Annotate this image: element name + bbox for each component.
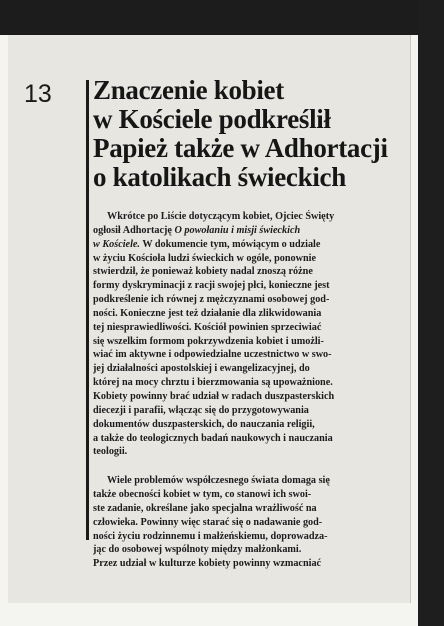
text-line-start: ogłosił Adhortację [93, 224, 172, 236]
text-line: Wkrótce po Liście dotyczącym kobiet, Ojciec Święty [107, 211, 335, 222]
text-line-rest: W dokumencie tym, mówiącym o udziale [139, 238, 321, 250]
text-line: ności. Konieczne jest też działanie dla zlikwidowania [93, 307, 322, 319]
text-line: Wiele problemów współczesnego świata domaga się [107, 475, 330, 487]
text-line: jej działalności apostolskiej i ewangelizacyjnej, do [93, 363, 310, 375]
text-line: w życiu Kościoła ludzi świeckich w ogóle, ponownie [93, 252, 316, 264]
text-line: Przez udział w kulturze kobiety powinny wzmacniać [93, 558, 322, 570]
body-text [93, 210, 385, 571]
text-line: podkreślenie ich równej z mężczyznami osobowej god- [93, 294, 330, 306]
text-line: jąc do osobowej wspólnoty między małżonkami. [93, 544, 302, 556]
text-line: także obecności kobiet w tym, co stanowi ich swoi- [93, 489, 312, 501]
chapter-title-line: Papież także w Adhortacji [93, 133, 388, 163]
document-title-italic: O powołaniu i misji świeckich [174, 224, 301, 236]
text-line: tej niesprawiedliwości. Kościół powinien sprzeciwiać [93, 321, 322, 333]
text-line: a także do teologicznych badań naukowych i nauczania [93, 432, 333, 444]
text-line: Kobiety powinny brać udział w radach duszpasterskich [93, 390, 335, 402]
text-line: stwierdził, że ponieważ kobiety nadal znoszą różne [93, 266, 313, 278]
chapter-title [93, 76, 393, 192]
text-line: diecezji i parafii, włącząc się do przygotowywania [93, 404, 309, 416]
document-title-italic-end: w Kościele. [93, 238, 140, 250]
text-line: teologii. [93, 446, 128, 458]
text-line: której na mocy chrztu i bierzmowania są upoważnione. [93, 377, 333, 389]
text-line: ste zadanie, określane jako specjalna wrażliwość na [93, 502, 317, 514]
text-line: ności życiu rodzinnemu i małżeńskiemu, doprowadza- [93, 530, 328, 542]
text-line: dokumentów duszpasterskich, do nauczania religii, [93, 418, 315, 430]
chapter-title-line: w Kościele podkreślił [93, 104, 331, 134]
text-line: formy dyskryminacji z racji swojej płci, konieczne jest [93, 280, 330, 292]
text-line [93, 238, 385, 252]
chapter-vertical-rule [86, 80, 89, 540]
text-line: wiać im aktywne i odpowiedzialne uczestnictwo w swo- [93, 349, 332, 361]
text-line: człowieka. Powinny więc starać się o nadawanie god- [93, 516, 323, 528]
chapter-title-line: o katolikach świeckich [93, 162, 346, 192]
dark-top-margin [0, 0, 444, 35]
paragraph-spacer [93, 459, 385, 474]
paragraph-1 [93, 210, 385, 459]
chapter-title-line: Znaczenie kobiet [93, 75, 284, 105]
chapter-number: 13 [24, 80, 52, 108]
text-line [93, 224, 385, 238]
paragraph-2 [93, 474, 385, 571]
dark-right-margin [418, 0, 444, 626]
text-line: się wszelkim formom pokrzywdzenia kobiet i umożli- [93, 335, 324, 347]
